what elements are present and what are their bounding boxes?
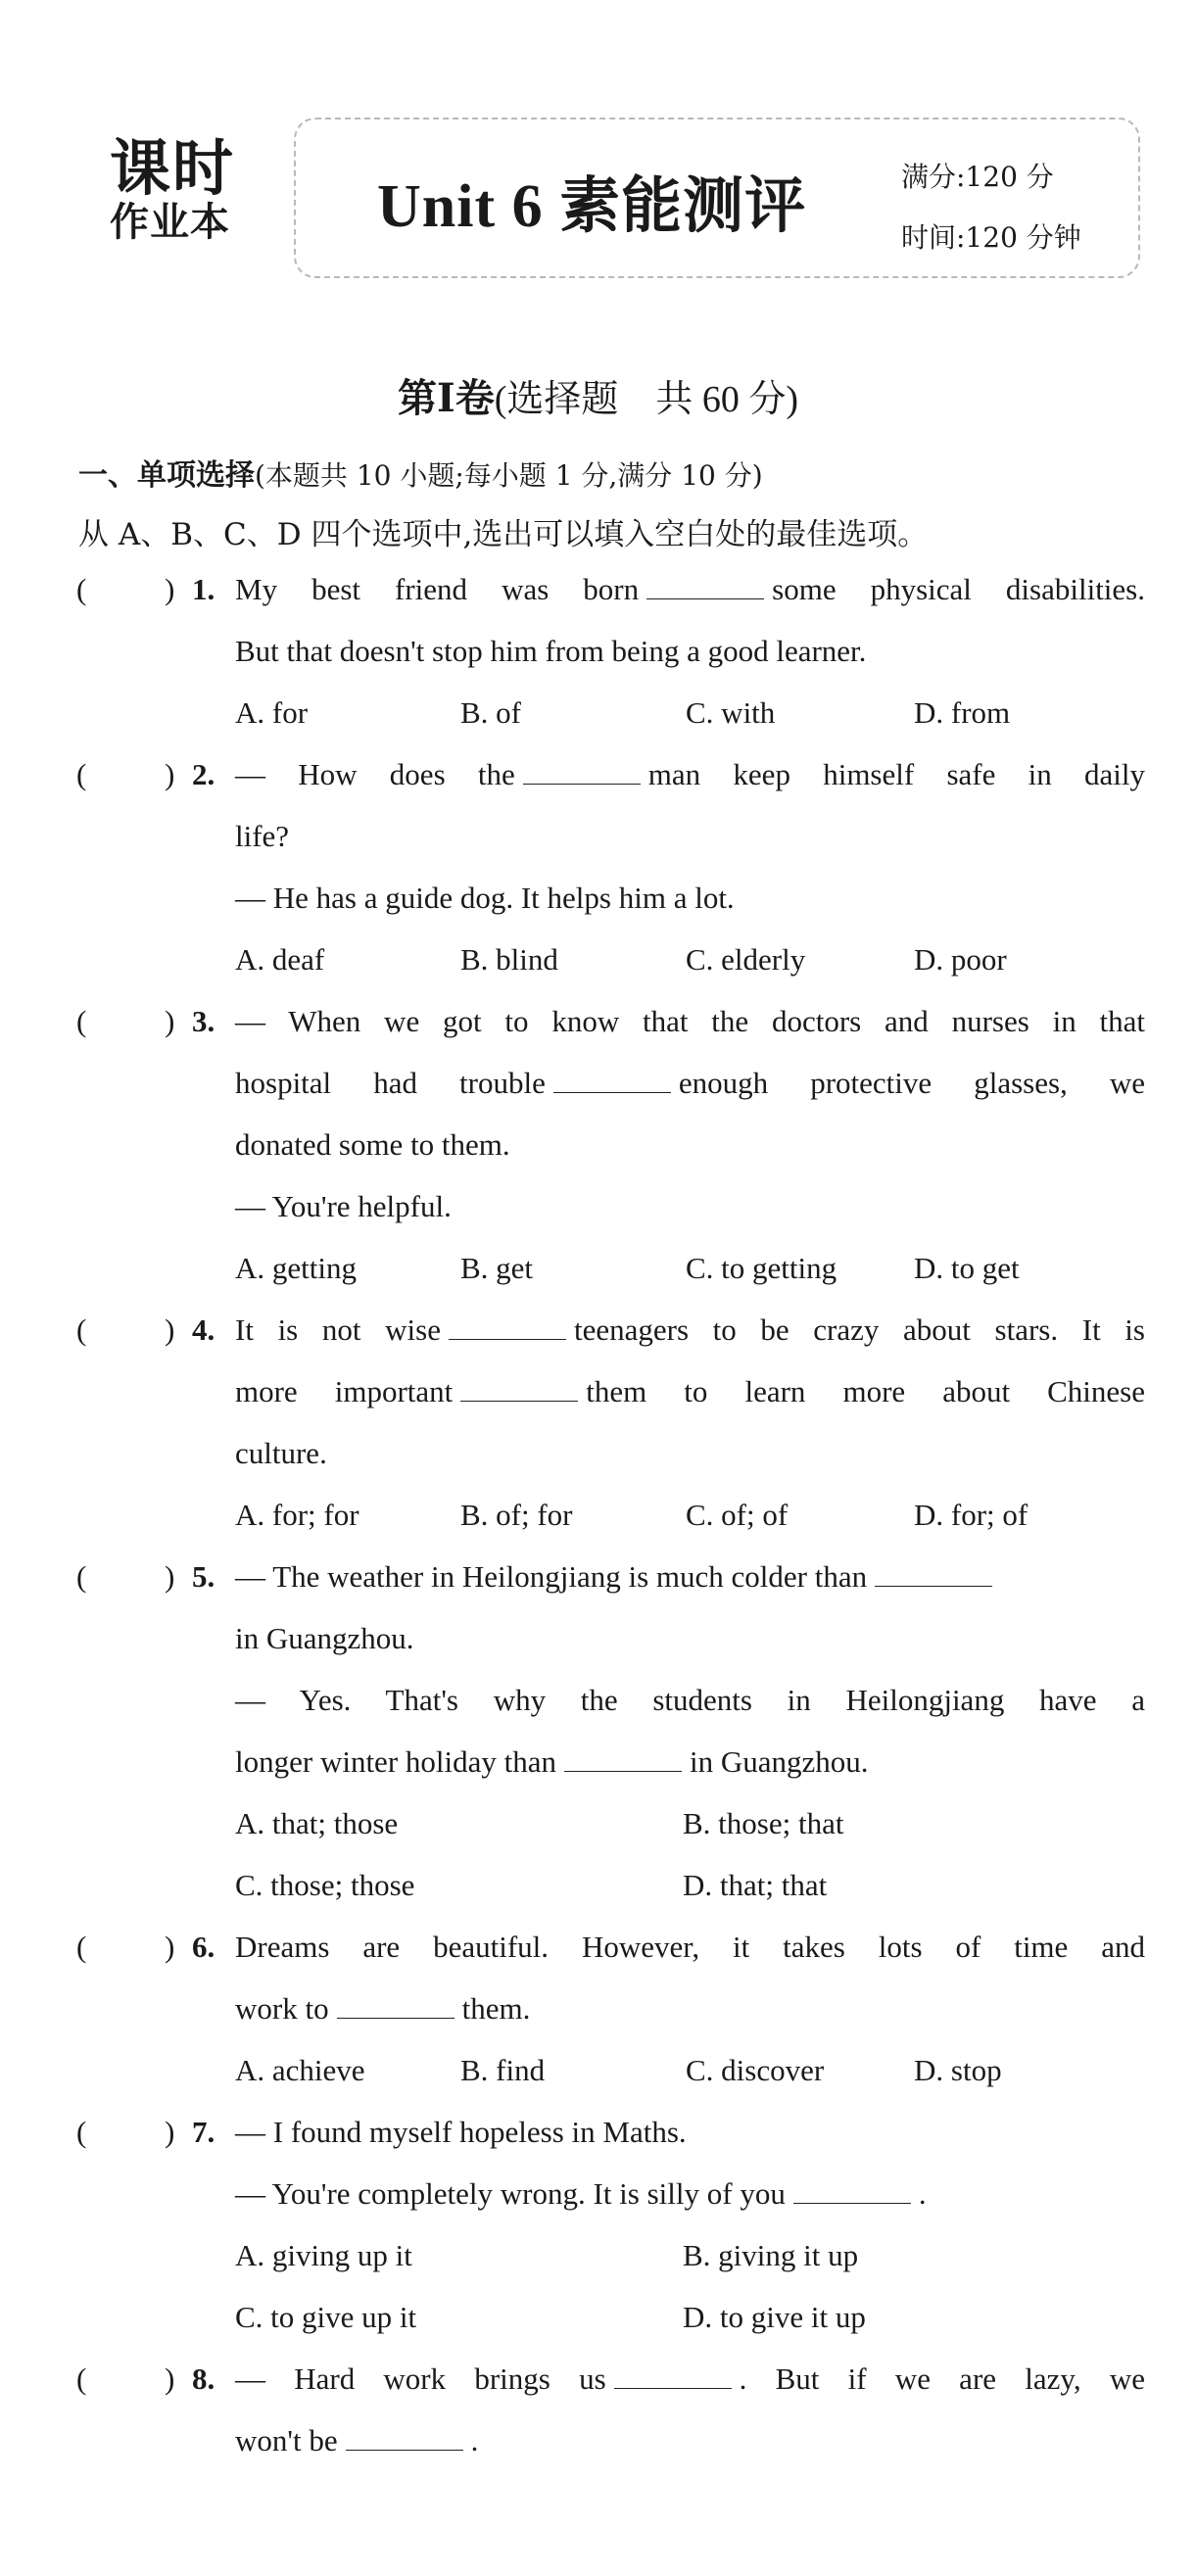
question-3 <box>0 990 1196 1052</box>
option-a[interactable]: A. getting <box>235 1251 357 1285</box>
option-b[interactable]: B. get <box>460 1251 534 1285</box>
option-a[interactable]: A. giving up it <box>235 2238 412 2272</box>
part-instruction: 从 A、B、C、D 四个选项中,选出可以填入空白处的最佳选项。 <box>78 517 929 552</box>
question-text: in Guangzhou. <box>235 1621 414 1655</box>
option-b[interactable]: B. of <box>460 695 521 730</box>
question-2 <box>0 743 1196 805</box>
logo-bottom-text: 作业本 <box>110 200 230 245</box>
section-title: 第Ⅰ卷 <box>397 376 495 420</box>
question-text: — You're helpful. <box>235 1189 452 1223</box>
option-a[interactable]: A. achieve <box>235 2053 365 2087</box>
answer-blank[interactable] <box>793 2177 911 2204</box>
question-text: — Yes. That's why the students in Heilongjiang have a <box>235 1683 1145 1717</box>
options-row <box>0 2224 1196 2286</box>
question-list <box>0 558 1196 2471</box>
part-title: 一、单项选择 <box>78 458 255 493</box>
option-c[interactable]: C. those; those <box>235 1868 415 1902</box>
option-c[interactable]: C. to give up it <box>235 2300 417 2334</box>
options-row <box>0 2286 1196 2348</box>
question-number: 8. <box>192 2361 215 2396</box>
question-text: longer winter holiday than in Guangzhou. <box>235 1744 869 1779</box>
question-7 <box>0 2101 1196 2163</box>
option-d[interactable]: D. to get <box>914 1251 1020 1285</box>
answer-bracket[interactable]: ( ) <box>76 572 175 606</box>
option-a[interactable]: A. for <box>235 695 309 730</box>
answer-bracket[interactable]: ( ) <box>76 757 175 791</box>
answer-bracket[interactable]: ( ) <box>76 1559 175 1594</box>
full-score: 满分:120 分 <box>901 161 1054 193</box>
time-limit: 时间:120 分钟 <box>901 221 1081 254</box>
question-4 <box>0 1299 1196 1360</box>
answer-blank[interactable] <box>460 1375 578 1402</box>
option-d[interactable]: D. from <box>914 695 1011 730</box>
question-text: — Hard work brings us . But if we are lazy, we <box>235 2361 1145 2396</box>
question-text: — When we got to know that the doctors and nurses in that <box>235 1004 1145 1038</box>
option-c[interactable]: C. elderly <box>686 942 806 977</box>
answer-blank[interactable] <box>337 1992 454 2019</box>
option-a[interactable]: A. deaf <box>235 942 325 977</box>
option-b[interactable]: B. giving it up <box>683 2238 859 2272</box>
question-text: work to them. <box>235 1991 531 2026</box>
options-row <box>0 1484 1196 1546</box>
answer-blank[interactable] <box>646 573 764 599</box>
question-text: — He has a guide dog. It helps him a lot. <box>235 881 735 915</box>
section-subtitle: (选择题 共 60 分) <box>494 379 799 420</box>
answer-bracket[interactable]: ( ) <box>76 2361 175 2396</box>
unit-title: Unit 6 素能测评 <box>377 173 807 240</box>
option-c[interactable]: C. to getting <box>686 1251 837 1285</box>
question-number: 6. <box>192 1930 215 1964</box>
answer-blank[interactable] <box>875 1560 992 1587</box>
option-d[interactable]: D. stop <box>914 2053 1002 2087</box>
question-text: more important them to learn more about Chinese <box>235 1374 1145 1408</box>
question-number: 7. <box>192 2115 215 2149</box>
options-row <box>0 2039 1196 2101</box>
question-text: hospital had trouble enough protective glasses, we <box>235 1066 1145 1100</box>
option-a[interactable]: A. for; for <box>235 1498 359 1532</box>
question-text: life? <box>235 819 290 853</box>
question-1 <box>0 558 1196 620</box>
question-5 <box>0 1546 1196 1607</box>
question-number: 2. <box>192 757 215 791</box>
question-8 <box>0 2348 1196 2409</box>
logo-top-text: 课时 <box>110 132 236 204</box>
answer-blank[interactable] <box>564 1745 682 1772</box>
question-text: donated some to them. <box>235 1127 510 1162</box>
question-text: — How does the man keep himself safe in daily <box>235 757 1145 791</box>
answer-blank[interactable] <box>553 1067 671 1093</box>
question-text: culture. <box>235 1436 327 1470</box>
question-number: 5. <box>192 1559 215 1594</box>
option-b[interactable]: B. of; for <box>460 1498 573 1532</box>
option-b[interactable]: B. those; that <box>683 1806 844 1840</box>
option-b[interactable]: B. blind <box>460 942 558 977</box>
answer-bracket[interactable]: ( ) <box>76 2115 175 2149</box>
options-row <box>0 682 1196 743</box>
question-text: But that doesn't stop him from being a good learner. <box>235 634 867 668</box>
brand-logo <box>110 132 257 245</box>
options-row <box>0 1854 1196 1916</box>
question-number: 3. <box>192 1004 215 1038</box>
option-d[interactable]: D. that; that <box>683 1868 828 1902</box>
answer-blank[interactable] <box>346 2424 463 2451</box>
question-text: won't be . <box>235 2423 479 2457</box>
section-heading <box>0 367 1196 423</box>
exam-info <box>901 147 1081 268</box>
option-d[interactable]: D. to give it up <box>683 2300 866 2334</box>
options-row <box>0 1792 1196 1854</box>
answer-blank[interactable] <box>449 1313 566 1340</box>
answer-bracket[interactable]: ( ) <box>76 1004 175 1038</box>
part-heading <box>78 451 763 494</box>
option-d[interactable]: D. poor <box>914 942 1007 977</box>
question-text: — The weather in Heilongjiang is much colder than <box>235 1546 1145 1607</box>
question-text: It is not wise teenagers to be crazy about stars. It is <box>235 1312 1145 1347</box>
question-number: 4. <box>192 1312 215 1347</box>
answer-blank[interactable] <box>523 758 641 785</box>
question-text: — I found myself hopeless in Maths. <box>235 2115 687 2149</box>
question-text: — You're completely wrong. It is silly of you . <box>235 2176 927 2211</box>
option-c[interactable]: C. of; of <box>686 1498 789 1532</box>
part-note: (本题共 10 小题;每小题 1 分,满分 10 分) <box>255 459 763 492</box>
question-6 <box>0 1916 1196 1978</box>
option-c[interactable]: C. with <box>686 695 776 730</box>
question-text: Dreams are beautiful. However, it takes lots of time and <box>235 1930 1145 1964</box>
answer-bracket[interactable]: ( ) <box>76 1312 175 1347</box>
option-b[interactable]: B. find <box>460 2053 546 2087</box>
options-row <box>0 929 1196 990</box>
option-d[interactable]: D. for; of <box>914 1498 1029 1532</box>
question-number: 1. <box>192 572 215 606</box>
option-a[interactable]: A. that; those <box>235 1806 399 1840</box>
answer-bracket[interactable]: ( ) <box>76 1930 175 1964</box>
options-row <box>0 1237 1196 1299</box>
question-text: My best friend was born some physical disabilities. <box>235 572 1145 606</box>
answer-blank[interactable] <box>614 2362 732 2389</box>
option-c[interactable]: C. discover <box>686 2053 825 2087</box>
